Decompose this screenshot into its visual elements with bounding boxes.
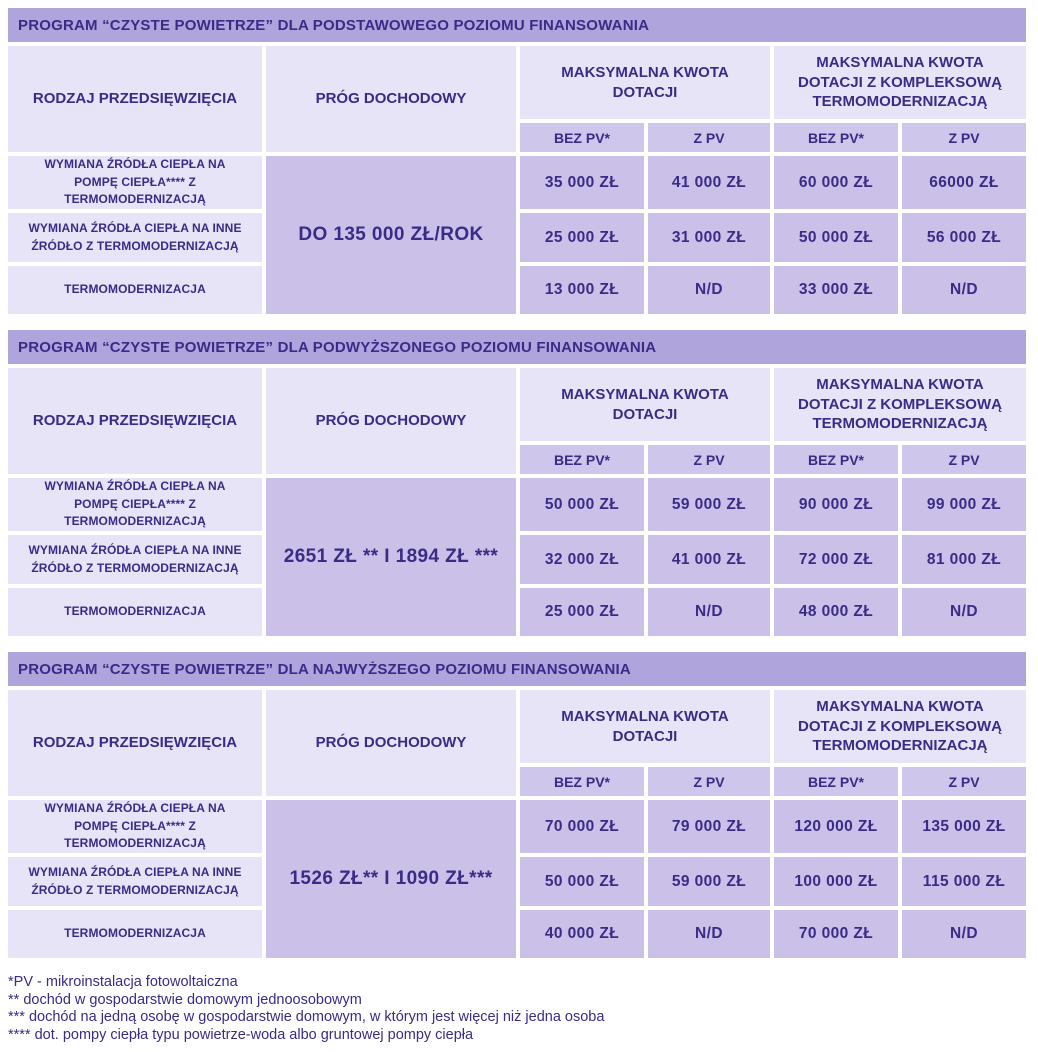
row-label: WYMIANA ŹRÓDŁA CIEPŁA NA POMPĘ CIEPŁA**** Z TERMOMODERNIZACJĄ [8,800,262,853]
income-threshold-cell: 1526 ZŁ** I 1090 ZŁ*** [266,800,516,958]
value-cell: 25 000 ZŁ [520,588,644,636]
value-cell: 59 000 ZŁ [648,478,770,531]
col-header-income-threshold: PRÓG DOCHODOWY [266,368,516,474]
value-cell: N/D [648,910,770,958]
value-cell: 41 000 ZŁ [648,535,770,584]
value-cell: 70 000 ZŁ [520,800,644,853]
col-header-income-threshold: PRÓG DOCHODOWY [266,690,516,796]
table-basic-level [8,8,1026,314]
value-cell: 25 000 ZŁ [520,213,644,262]
row-label: TERMOMODERNIZACJA [8,588,262,636]
value-cell: 56 000 ZŁ [902,213,1026,262]
footnotes [8,974,1026,1044]
table-title: PROGRAM “CZYSTE POWIETRZE” DLA NAJWYŻSZEGO POZIOMU FINANSOWANIA [8,652,1026,686]
value-cell: 100 000 ZŁ [774,857,898,906]
value-cell: 135 000 ZŁ [902,800,1026,853]
value-cell: 90 000 ZŁ [774,478,898,531]
subheader-bez-pv: BEZ PV* [774,767,898,796]
value-cell: 66000 ZŁ [902,156,1026,209]
group-header-max-grant-thermo: MAKSYMALNA KWOTA DOTACJI Z KOMPLEKSOWĄ TERMOMODERNIZACJĄ [774,46,1026,119]
subheader-z-pv: Z PV [648,123,770,152]
value-cell: N/D [648,588,770,636]
income-threshold-cell: 2651 ZŁ ** I 1894 ZŁ *** [266,478,516,636]
col-header-project-type: RODZAJ PRZEDSIĘWZIĘCIA [8,46,262,152]
value-cell: N/D [902,910,1026,958]
group-header-max-grant: MAKSYMALNA KWOTA DOTACJI [520,46,770,119]
value-cell: 59 000 ZŁ [648,857,770,906]
value-cell: 50 000 ZŁ [520,857,644,906]
value-cell: 32 000 ZŁ [520,535,644,584]
value-cell: 50 000 ZŁ [774,213,898,262]
row-label: WYMIANA ŹRÓDŁA CIEPŁA NA INNE ŹRÓDŁO Z TERMOMODERNIZACJĄ [8,857,262,906]
value-cell: 13 000 ZŁ [520,266,644,314]
value-cell: 60 000 ZŁ [774,156,898,209]
subheader-bez-pv: BEZ PV* [774,445,898,474]
value-cell: 41 000 ZŁ [648,156,770,209]
value-cell: 99 000 ZŁ [902,478,1026,531]
income-threshold-cell: DO 135 000 ZŁ/ROK [266,156,516,314]
footnote: **** dot. pompy ciepła typu powietrze-woda albo gruntowej pompy ciepła [8,1026,474,1043]
row-label: WYMIANA ŹRÓDŁA CIEPŁA NA INNE ŹRÓDŁO Z TERMOMODERNIZACJĄ [8,535,262,584]
row-label: WYMIANA ŹRÓDŁA CIEPŁA NA POMPĘ CIEPŁA**** Z TERMOMODERNIZACJĄ [8,478,262,531]
value-cell: N/D [902,266,1026,314]
col-header-project-type: RODZAJ PRZEDSIĘWZIĘCIA [8,368,262,474]
col-header-income-threshold: PRÓG DOCHODOWY [266,46,516,152]
group-header-max-grant: MAKSYMALNA KWOTA DOTACJI [520,690,770,763]
value-cell: 79 000 ZŁ [648,800,770,853]
value-cell: 31 000 ZŁ [648,213,770,262]
group-header-max-grant: MAKSYMALNA KWOTA DOTACJI [520,368,770,441]
subheader-z-pv: Z PV [648,767,770,796]
value-cell: 50 000 ZŁ [520,478,644,531]
subheader-z-pv: Z PV [648,445,770,474]
value-cell: 70 000 ZŁ [774,910,898,958]
group-header-max-grant-thermo: MAKSYMALNA KWOTA DOTACJI Z KOMPLEKSOWĄ TERMOMODERNIZACJĄ [774,690,1026,763]
value-cell: 40 000 ZŁ [520,910,644,958]
footnote: *** dochód na jedną osobę w gospodarstwie domowym, w którym jest więcej niż jedna osoba [8,1009,605,1025]
table-title: PROGRAM “CZYSTE POWIETRZE” DLA PODWYŻSZONEGO POZIOMU FINANSOWANIA [8,330,1026,364]
table-elevated-level [8,330,1026,636]
subheader-bez-pv: BEZ PV* [774,123,898,152]
subheader-z-pv: Z PV [902,123,1026,152]
row-label: TERMOMODERNIZACJA [8,266,262,314]
value-cell: 120 000 ZŁ [774,800,898,853]
subheader-z-pv: Z PV [902,767,1026,796]
row-label: WYMIANA ŹRÓDŁA CIEPŁA NA INNE ŹRÓDŁO Z TERMOMODERNIZACJĄ [8,213,262,262]
value-cell: N/D [648,266,770,314]
value-cell: 115 000 ZŁ [902,857,1026,906]
footnote: ** dochód w gospodarstwie domowym jednoosobowym [8,991,362,1008]
value-cell: N/D [902,588,1026,636]
row-label: TERMOMODERNIZACJA [8,910,262,958]
table-title: PROGRAM “CZYSTE POWIETRZE” DLA PODSTAWOWEGO POZIOMU FINANSOWANIA [8,8,1026,42]
subheader-bez-pv: BEZ PV* [520,123,644,152]
value-cell: 81 000 ZŁ [902,535,1026,584]
subheader-bez-pv: BEZ PV* [520,767,644,796]
subheader-z-pv: Z PV [902,445,1026,474]
table-highest-level [8,652,1026,958]
footnote: *PV - mikroinstalacja fotowoltaiczna [8,974,238,990]
row-label: WYMIANA ŹRÓDŁA CIEPŁA NA POMPĘ CIEPŁA**** Z TERMOMODERNIZACJĄ [8,156,262,209]
group-header-max-grant-thermo: MAKSYMALNA KWOTA DOTACJI Z KOMPLEKSOWĄ TERMOMODERNIZACJĄ [774,368,1026,441]
value-cell: 33 000 ZŁ [774,266,898,314]
col-header-project-type: RODZAJ PRZEDSIĘWZIĘCIA [8,690,262,796]
value-cell: 35 000 ZŁ [520,156,644,209]
subheader-bez-pv: BEZ PV* [520,445,644,474]
value-cell: 48 000 ZŁ [774,588,898,636]
value-cell: 72 000 ZŁ [774,535,898,584]
